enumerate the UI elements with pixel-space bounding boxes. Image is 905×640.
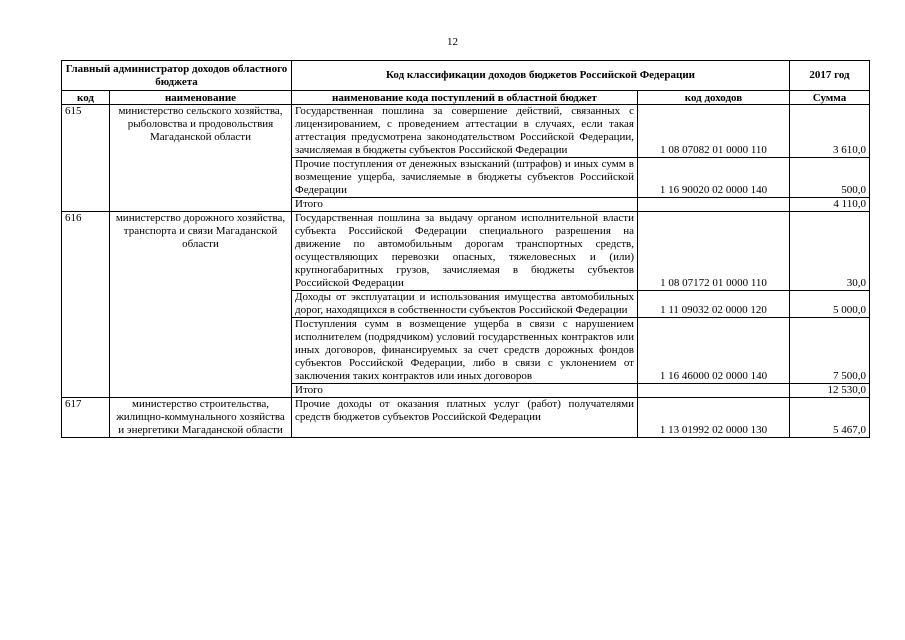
income-code: 1 16 46000 02 0000 140 xyxy=(638,318,790,384)
income-description: Поступления сумм в возмещение ущерба в связи с нарушением исполнителем (подрядчиком) условий государственных контрактов или иных договоров, финансируемых за счет средств дорожных фондов субъектов Российской Федерации, либо в связи с уклонением от заключения таких контрактов или иных договоров xyxy=(292,318,638,384)
income-code-column-header: код доходов xyxy=(638,91,790,105)
classification-header: Код классификации доходов бюджетов Российской Федерации xyxy=(292,61,790,91)
code-column-header: код xyxy=(62,91,110,105)
table-row xyxy=(62,212,870,291)
income-code: 1 08 07082 01 0000 110 xyxy=(638,105,790,158)
total-sum: 4 110,0 xyxy=(790,198,870,212)
income-sum: 5 467,0 xyxy=(790,398,870,438)
income-sum: 3 610,0 xyxy=(790,105,870,158)
income-sum: 5 000,0 xyxy=(790,291,870,318)
admin-name: министерство строительства, жилищно-коммунального хозяйства и энергетики Магаданской области xyxy=(110,398,292,438)
income-code: 1 16 90020 02 0000 140 xyxy=(638,158,790,198)
income-description: Государственная пошлина за совершение действий, связанных с лицензированием, с проведением аттестации в случаях, если такая аттестация предусмотрена законодательством Российской Федерации, зачисляемая в бюджеты субъектов Российской Федерации xyxy=(292,105,638,158)
income-description: Прочие поступления от денежных взысканий (штрафов) и иных сумм в возмещение ущерба, зачисляемые в бюджеты субъектов Российской Федерации xyxy=(292,158,638,198)
admin-code: 616 xyxy=(62,212,110,398)
income-sum: 7 500,0 xyxy=(790,318,870,384)
total-label: Итого xyxy=(292,384,638,398)
revenue-table xyxy=(61,60,870,438)
income-name-column-header: наименование кода поступлений в областной бюджет xyxy=(292,91,638,105)
income-code: 1 08 07172 01 0000 110 xyxy=(638,212,790,291)
sum-column-header: Сумма xyxy=(790,91,870,105)
admin-group-header: Главный администратор доходов областного бюджета xyxy=(62,61,292,91)
income-description: Доходы от эксплуатации и использования имущества автомобильных дорог, находящихся в собственности субъектов Российской Федерации xyxy=(292,291,638,318)
admin-code: 617 xyxy=(62,398,110,438)
year-header: 2017 год xyxy=(790,61,870,91)
table-row xyxy=(62,398,870,438)
page-number: 12 xyxy=(447,36,458,48)
empty-cell xyxy=(638,198,790,212)
admin-name: министерство дорожного хозяйства, транспорта и связи Магаданской области xyxy=(110,212,292,398)
income-sum: 500,0 xyxy=(790,158,870,198)
income-code: 1 13 01992 02 0000 130 xyxy=(638,398,790,438)
name-column-header: наименование xyxy=(110,91,292,105)
income-description: Государственная пошлина за выдачу органом исполнительной власти субъекта Российской Федерации специального разрешения на движение по автомобильным дорогам транспортных средств, осуществляющих перевозки опасных, тяжеловесных и (или) крупногабаритных грузов, зачисляемая в бюджеты субъектов Российской Федерации xyxy=(292,212,638,291)
admin-code: 615 xyxy=(62,105,110,212)
total-sum: 12 530,0 xyxy=(790,384,870,398)
income-sum: 30,0 xyxy=(790,212,870,291)
admin-name: министерство сельского хозяйства, рыболовства и продовольствия Магаданской области xyxy=(110,105,292,212)
total-label: Итого xyxy=(292,198,638,212)
table-row xyxy=(62,105,870,158)
empty-cell xyxy=(638,384,790,398)
income-description: Прочие доходы от оказания платных услуг (работ) получателями средств бюджетов субъектов Российской Федерации xyxy=(292,398,638,438)
income-code: 1 11 09032 02 0000 120 xyxy=(638,291,790,318)
